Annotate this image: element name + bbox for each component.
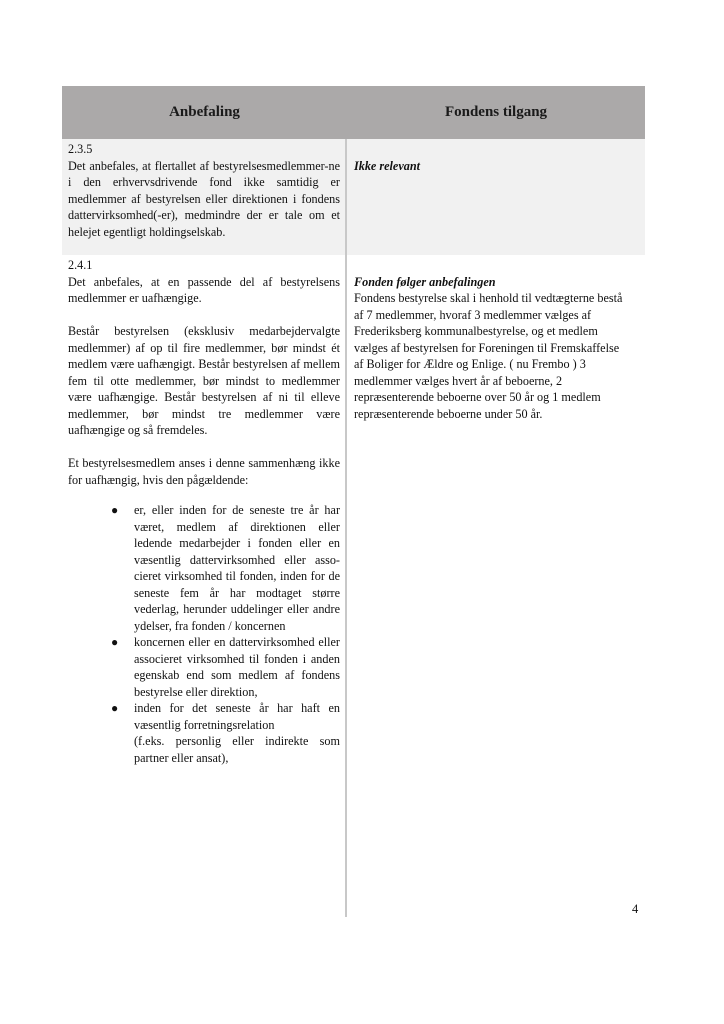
recommendation-cell [62, 255, 347, 917]
approach-title: Fonden følger anbefalingen [354, 274, 496, 289]
page-number: 4 [632, 902, 639, 916]
header-recommendation: Anbefaling [169, 104, 240, 120]
recommendation-cell [62, 139, 347, 255]
list-item-text: er, eller inden for de seneste tre år har været, medlem af direktionen eller ledende medarbejder i fonden eller en væsentlig dattervirksomhed eller asso-cieret virksomhed til fonden, inden for de seneste fem år har modtaget større vederlag, herunder uddelinger eller andre ydelser, fra fonden / koncernen [134, 503, 340, 633]
recommendation-paragraph: Det anbefales, at en passende del af bestyrelsens medlemmer er uafhængige. [68, 274, 340, 305]
section-number: 2.3.5 [68, 142, 93, 156]
list-item [68, 634, 340, 700]
table-header [62, 86, 645, 139]
approach-cell [347, 139, 645, 255]
approach-line: repræsenterende beboerne over 50 år og 1 medlem [354, 390, 601, 404]
list-item-continuation: (f.eks. personlig eller indirekte som partner eller ansat), [134, 734, 340, 765]
approach-line: vælges af bestyrelsen for Foreningen til Fremskaffelse [354, 340, 620, 355]
approach-line: af Boliger for Ældre og Enlige. ( nu Frembo ) 3 [354, 357, 586, 371]
approach-line: af 7 medlemmer, hvoraf 3 medlemmer vælges af [354, 307, 592, 322]
bullet-icon: ● [111, 701, 119, 715]
list-item-text: koncernen eller en dattervirksomhed eller associeret virksomhed til fonden i anden egenskab end som medlem af fondens bestyrelse eller direktion, [134, 635, 340, 699]
bullet-icon: ● [111, 503, 119, 517]
table-row [62, 139, 645, 255]
recommendations-table [62, 86, 645, 917]
approach-title: Ikke relevant [354, 158, 421, 173]
table-row [62, 255, 645, 917]
independence-criteria-list [68, 502, 340, 766]
header-fund-approach: Fondens tilgang [444, 104, 548, 120]
list-item-text: inden for det seneste år har haft en væsentlig forretningsrelation [134, 701, 340, 732]
approach-line: Frederiksberg kommunalbestyrelse, og et medlem [354, 324, 598, 338]
recommendation-paragraph: Består bestyrelsen (eksklusiv medarbejdervalgte medlemmer) af op til fire medlemmer, bør mindst ét medlem være uafhængigt. Består bestyrelsen af mellem fem til otte medlemmer, bør mindst to medlemmer være uafhængige. Består bestyrelsen af ni til elleve medlemmer, bør mindst tre medlemmer være uafhængige og så fremdeles. [68, 324, 340, 437]
recommendation-text: Det anbefales, at flertallet af bestyrelsesmedlemmer-ne i den erhvervsdrivende fond ikke samtidig er medlemmer af bestyrelsen eller direktionen i fondens dattervirksomhed(-er), medmindre der er tale om et helejet egentligt holdingselskab. [68, 158, 340, 239]
list-item [68, 502, 340, 634]
approach-line: Fondens bestyrelse skal i henhold til vedtægterne bestå [354, 291, 623, 305]
list-item [68, 700, 340, 766]
approach-line: medlemmer vælges hvert år af beboerne, 2 [354, 373, 563, 388]
bullet-icon: ● [111, 635, 119, 649]
approach-line: repræsenterende beboerne under 50 år. [354, 406, 543, 421]
approach-cell [347, 255, 645, 917]
section-number: 2.4.1 [68, 258, 93, 272]
recommendation-paragraph: Et bestyrelsesmedlem anses i denne sammenhæng ikke for uafhængig, hvis den pågældende: [68, 456, 340, 487]
